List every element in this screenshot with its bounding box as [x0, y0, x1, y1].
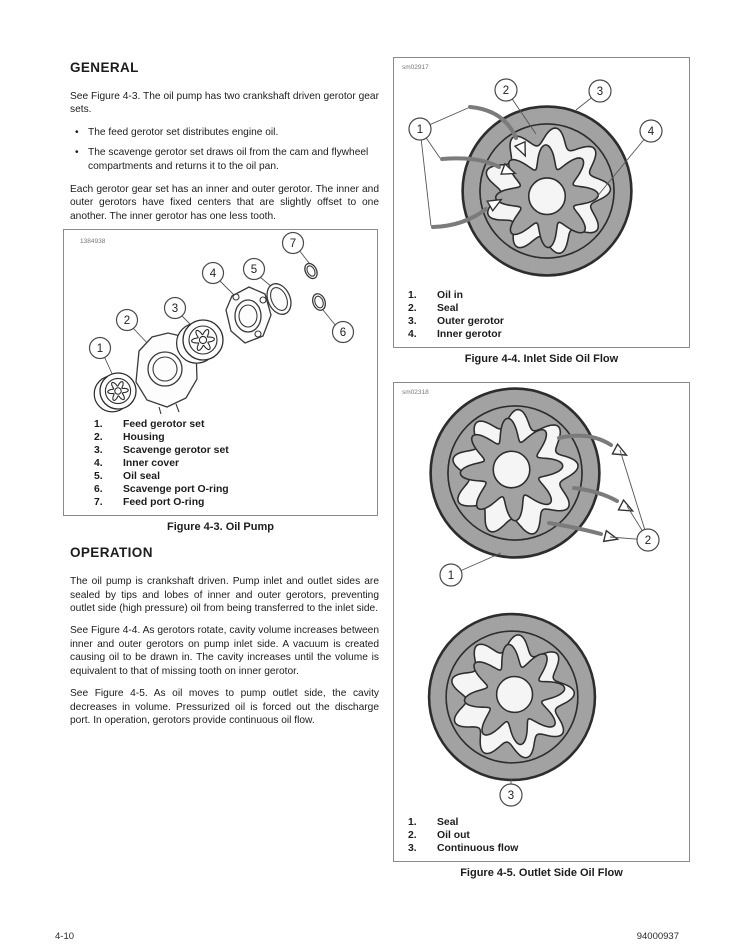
- bullet-text: The feed gerotor set distributes engine oil.: [88, 126, 279, 138]
- svg-text:5: 5: [250, 264, 258, 277]
- operation-paragraph-1: The oil pump is crankshaft driven. Pump inlet and outlet sides are sealed by tips and lobes of inner and outer gerotors, preventing outlet side (high pressure) oil from being transferred to the inlet side.: [70, 576, 379, 615]
- callout-6: [333, 322, 354, 343]
- callout-2: [637, 529, 659, 551]
- legend-row: 3. Scavenge gerotor set: [94, 445, 229, 457]
- callout-3: [165, 298, 186, 319]
- general-heading: GENERAL: [70, 60, 139, 75]
- legend-row: 3. Outer gerotor: [408, 316, 504, 327]
- gerotor-diagram-top: [431, 389, 600, 558]
- left-column: [70, 60, 379, 736]
- callout-1: [409, 118, 431, 140]
- figure-4-4: [393, 57, 690, 365]
- svg-text:4: 4: [209, 268, 217, 281]
- figure-4-4-legend: [394, 286, 689, 347]
- legend-row: 1. Feed gerotor set: [94, 419, 205, 431]
- gerotor-diagram-bottom: [429, 614, 595, 780]
- callout-5: [244, 259, 265, 280]
- legend-row: 2. Seal: [408, 303, 459, 314]
- legend-row: 3. Continuous flow: [408, 843, 519, 854]
- callout-2: [495, 79, 517, 101]
- callout-4: [203, 263, 224, 284]
- general-section: [70, 60, 379, 223]
- legend-row: 5. Oil seal: [94, 471, 160, 483]
- figure-4-5-image-id: sm02318: [402, 389, 429, 396]
- figure-4-5-caption: Figure 4-5. Outlet Side Oil Flow: [460, 867, 623, 879]
- inner-cover-part: [226, 287, 271, 343]
- callout-2: [117, 310, 138, 331]
- legend-row: 1. Seal: [408, 817, 459, 828]
- callout-7: [283, 233, 304, 254]
- feed-gerotor-part: [94, 373, 136, 412]
- svg-text:3: 3: [596, 86, 604, 98]
- bullet-item: [70, 126, 379, 139]
- figure-4-3-image-id: 1384938: [80, 238, 106, 246]
- svg-text:1: 1: [447, 570, 455, 582]
- figure-4-4-caption: Figure 4-4. Inlet Side Oil Flow: [464, 353, 619, 365]
- legend-row: 2. Oil out: [408, 830, 470, 841]
- gerotor-diagram: [463, 107, 632, 276]
- bullet-glyph: •: [75, 126, 79, 138]
- legend-row: 1. Oil in: [408, 290, 463, 301]
- svg-text:6: 6: [339, 327, 347, 340]
- legend-row: 6. Scavenge port O-ring: [94, 484, 229, 496]
- bullet-glyph: •: [75, 147, 79, 159]
- outlet-side-oil-flow-diagram: [394, 383, 689, 813]
- figure-4-3-caption: Figure 4-3. Oil Pump: [167, 521, 274, 534]
- svg-text:7: 7: [289, 238, 297, 251]
- figure-4-4-box: [393, 57, 690, 348]
- legend-row: 7. Feed port O-ring: [94, 497, 205, 509]
- scavenge-gerotor-part: [177, 320, 223, 363]
- general-paragraph-1: See Figure 4-3. The oil pump has two crankshaft driven gerotor gear sets.: [70, 91, 379, 116]
- callout-1: [90, 338, 111, 359]
- page-number: 4-10: [55, 931, 75, 942]
- callout-3: [500, 784, 522, 806]
- bullet-item: [70, 146, 379, 173]
- svg-text:2: 2: [123, 315, 131, 328]
- figure-4-3-box: [63, 229, 378, 516]
- document-number: 94000937: [636, 931, 679, 942]
- svg-text:3: 3: [507, 790, 515, 802]
- figure-4-3: [63, 229, 378, 533]
- callout-1: [440, 564, 462, 586]
- right-column: [393, 57, 690, 879]
- oil-pump-exploded-drawing: [64, 230, 377, 415]
- svg-text:1: 1: [96, 343, 104, 356]
- general-paragraph-2: Each gerotor gear set has an inner and outer gerotor. The inner and outer gerotors have fixed centers that are slightly offset to one another. The inner gerotor has one less tooth.: [70, 184, 379, 222]
- inlet-side-oil-flow-diagram: [394, 58, 689, 286]
- legend-row: 4. Inner gerotor: [408, 329, 502, 340]
- figure-4-3-legend: [64, 415, 377, 515]
- svg-text:1: 1: [416, 124, 424, 136]
- feed-port-oring-part: [302, 262, 319, 281]
- svg-text:3: 3: [171, 303, 179, 316]
- bullet-text: The scavenge gerotor set draws oil from the cam and flywheel compartments and returns it to the oil pan.: [88, 147, 369, 172]
- operation-heading: OPERATION: [70, 545, 153, 561]
- operation-paragraph-2: See Figure 4-4. As gerotors rotate, cavity volume increases between inner and outer gerotors on pump inlet side. A vacuum is created causing oil to be drawn in. The cavity increases until the volume is equivalent to that of missing tooth on inner gerotor.: [70, 625, 379, 677]
- svg-text:2: 2: [644, 535, 652, 547]
- scavenge-port-oring-part: [310, 292, 327, 312]
- legend-row: 4. Inner cover: [94, 458, 180, 470]
- svg-text:4: 4: [647, 126, 655, 138]
- operation-paragraph-3: See Figure 4-5. As oil moves to pump outlet side, the cavity decreases in volume. Pressurized oil is forced out the discharge port. In operation, gerotors provide continuous oil flow.: [70, 688, 379, 726]
- callout-4: [640, 120, 662, 142]
- figure-4-5-box: [393, 382, 690, 862]
- svg-text:2: 2: [502, 85, 510, 97]
- figure-4-5: [393, 382, 690, 879]
- figure-4-5-legend: [394, 813, 689, 861]
- operation-section: [70, 545, 379, 727]
- legend-row: 2. Housing: [94, 432, 165, 444]
- general-bullet-list: [70, 126, 379, 173]
- figure-4-4-image-id: sm02917: [402, 64, 429, 71]
- callout-3: [589, 80, 611, 102]
